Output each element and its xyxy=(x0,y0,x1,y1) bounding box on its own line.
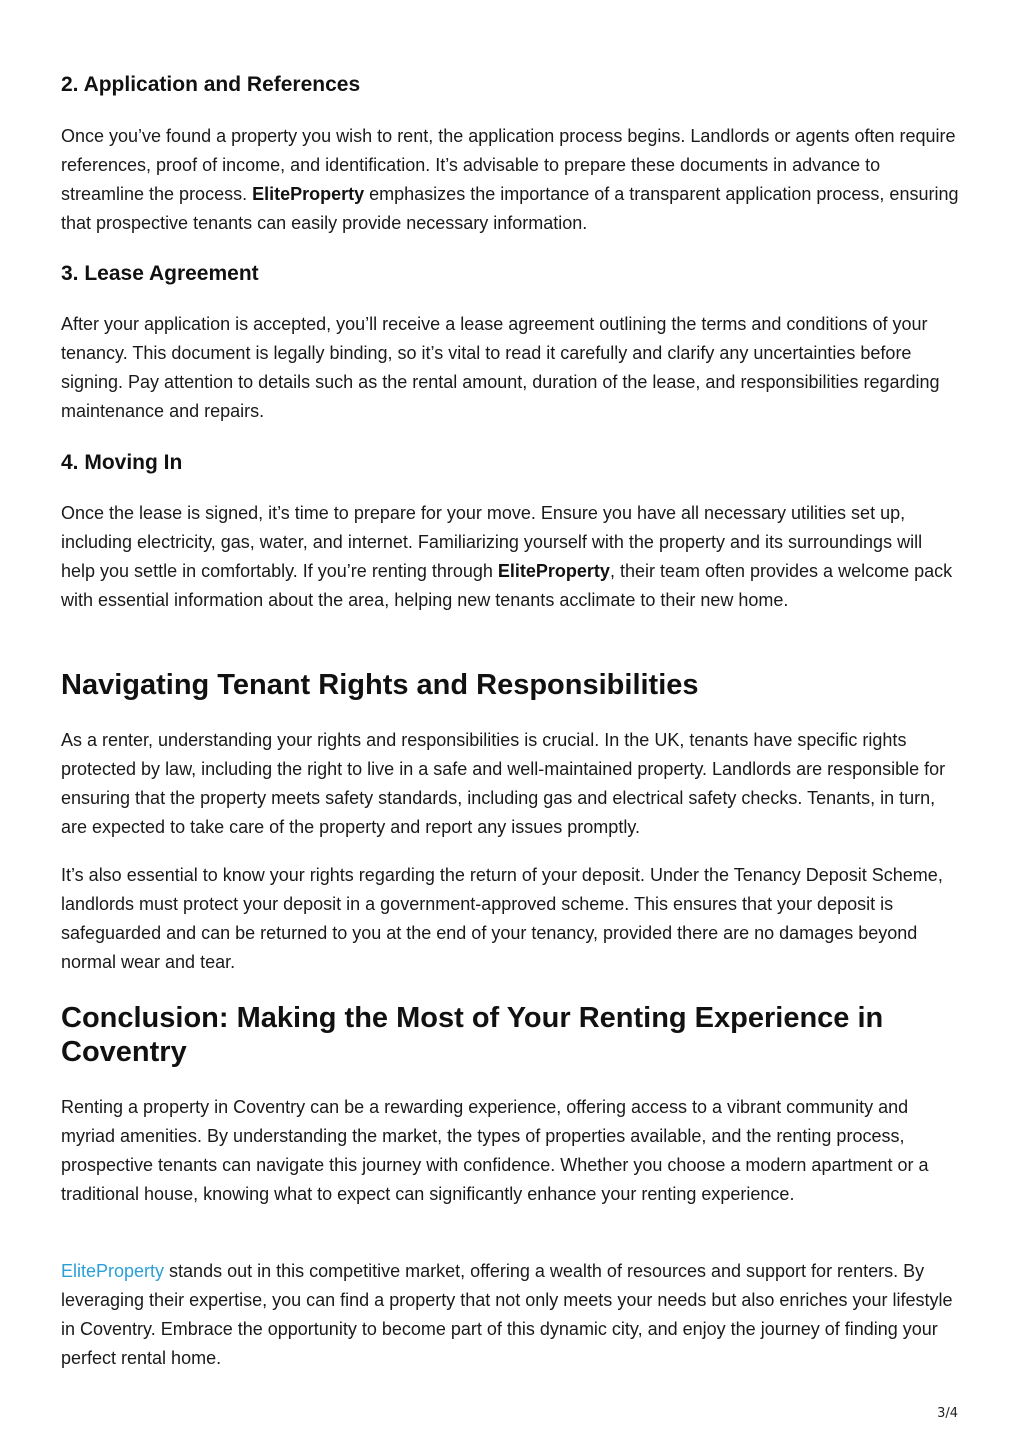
paragraph-tenant-rights-2: It’s also essential to know your rights regarding the return of your deposit. Under the Tenancy Deposit Scheme, landlords must protect your deposit in a government-approved scheme. This ensures that your deposit is safeguarded and can be returned to you at the end of your tenancy, provided there are no damages beyond normal wear and tear. xyxy=(61,865,943,972)
text-span: Once you’ve found a property you wish to rent, the application process begins. Landlords or agents often require references, proof of income, and identification. It’s advisable to prepare these documents in advance to streamline the process. xyxy=(61,126,956,204)
paragraph-conclusion-1: Renting a property in Coventry can be a rewarding experience, offering access to a vibrant community and myriad amenities. By understanding the market, the types of properties available, and the renting process, prospective tenants can navigate this journey with confidence. Whether you choose a modern apartment or a traditional house, knowing what to expect can significantly enhance your renting experience. xyxy=(61,1097,929,1204)
paragraph-conclusion-2 xyxy=(61,1257,966,1373)
paragraph-application xyxy=(61,122,966,238)
section-heading-tenant-rights: Navigating Tenant Rights and Responsibilities xyxy=(61,669,699,701)
section-heading-moving-in: 4. Moving In xyxy=(61,451,183,474)
text-span: stands out in this competitive market, offering a wealth of resources and support for renters. By leveraging their expertise, you can find a property that not only meets your needs but also enriches your lifestyle in Coventry. Embrace the opportunity to become part of this dynamic city, and enjoy the journey of finding your perfect rental home. xyxy=(61,1261,953,1368)
paragraph-lease: After your application is accepted, you’ll receive a lease agreement outlining the terms and conditions of your tenancy. This document is legally binding, so it’s vital to read it carefully and clarify any uncertainties before signing. Pay attention to details such as the rental amount, duration of the lease, and responsibilities regarding maintenance and repairs. xyxy=(61,314,940,421)
text-span: Once the lease is signed, it’s time to prepare for your move. Ensure you have all necessary utilities set up, including electricity, gas, water, and internet. Familiarizing yourself with the property and its surroundings will help you settle in comfortably. If you’re renting through xyxy=(61,503,923,581)
section-heading-application: 2. Application and References xyxy=(61,73,361,96)
paragraph-moving-in xyxy=(61,499,956,615)
section-heading-conclusion: Conclusion: Making the Most of Your Renting Experience in Coventry xyxy=(61,1002,884,1068)
eliteproperty-link[interactable]: EliteProperty xyxy=(61,1261,165,1281)
text-span: emphasizes the importance of a transparent application process, ensuring that prospective tenants can easily provide necessary information. xyxy=(61,184,959,233)
page-number: 3/4 xyxy=(937,1406,958,1421)
brand-name-bold: EliteProperty xyxy=(252,184,365,204)
paragraph-tenant-rights-1: As a renter, understanding your rights and responsibilities is crucial. In the UK, tenants have specific rights protected by law, including the right to live in a safe and well-maintained property. Landlords are responsible for ensuring that the property meets safety standards, including gas and electrical safety checks. Tenants, in turn, are expected to take care of the property and report any issues promptly. xyxy=(61,730,946,837)
text-span: , their team often provides a welcome pack with essential information about the area, helping new tenants acclimate to their new home. xyxy=(61,561,953,610)
section-heading-lease: 3. Lease Agreement xyxy=(61,262,259,285)
brand-name-bold: EliteProperty xyxy=(497,561,610,581)
